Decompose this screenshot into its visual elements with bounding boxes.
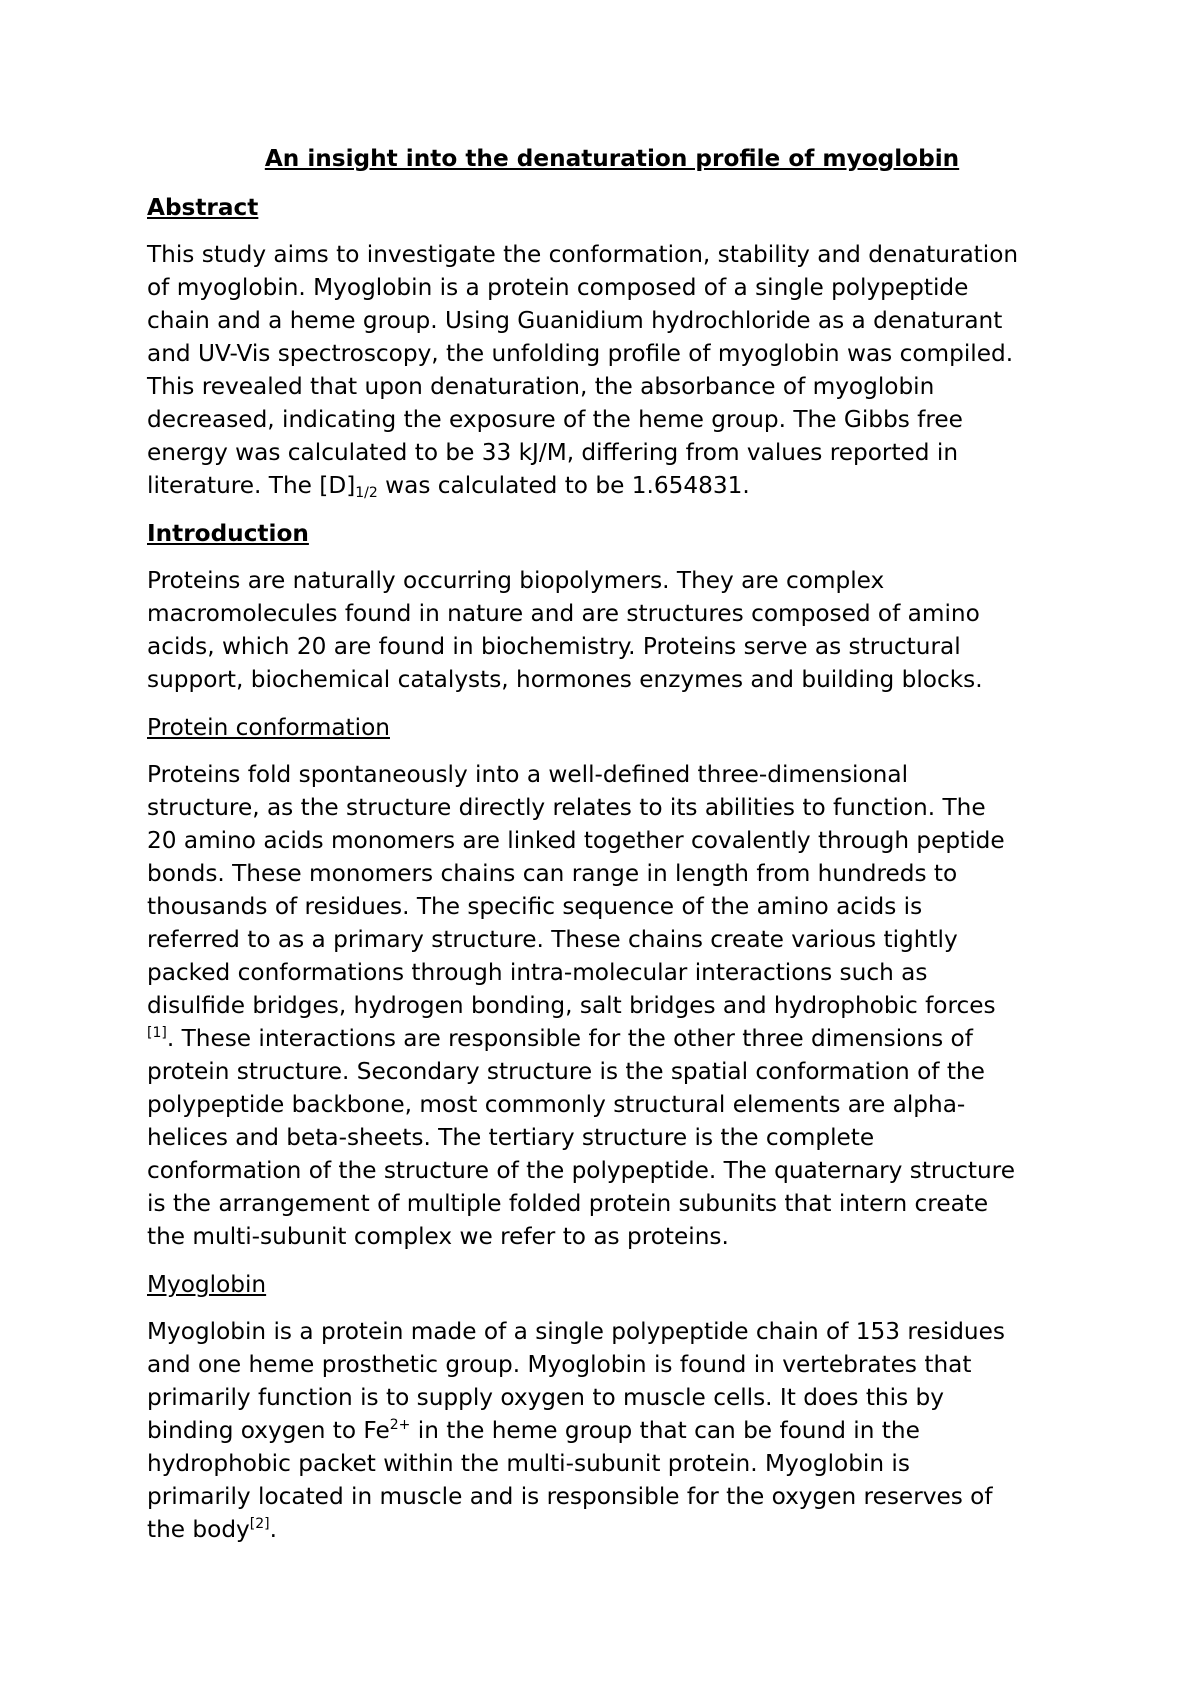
text-line: referred to as a primary structure. These chains create various tightly bbox=[147, 926, 958, 953]
text-line bbox=[147, 1414, 1077, 1447]
text-run: in the heme group that can be found in the bbox=[410, 1417, 920, 1444]
text-line: This revealed that upon denaturation, the absorbance of myoglobin bbox=[147, 373, 935, 400]
text-line bbox=[147, 1022, 1077, 1055]
protein-conformation-heading: Protein conformation bbox=[147, 714, 390, 741]
text-line: polypeptide backbone, most commonly structural elements are alpha- bbox=[147, 1091, 966, 1118]
text-line: disulfide bridges, hydrogen bonding, salt bridges and hydrophobic forces bbox=[147, 992, 996, 1019]
text-line: conformation of the structure of the polypeptide. The quaternary structure bbox=[147, 1157, 1015, 1184]
text-run: was calculated to be 1.654831. bbox=[377, 472, 750, 499]
text-line: of myoglobin. Myoglobin is a protein composed of a single polypeptide bbox=[147, 274, 969, 301]
text-line: bonds. These monomers chains can range in length from hundreds to bbox=[147, 860, 958, 887]
text-line: primarily located in muscle and is responsible for the oxygen reserves of bbox=[147, 1483, 993, 1510]
text-line: thousands of residues. The specific sequence of the amino acids is bbox=[147, 893, 923, 920]
document-page bbox=[147, 141, 1077, 1561]
introduction-heading: Introduction bbox=[147, 520, 309, 547]
myoglobin-heading: Myoglobin bbox=[147, 1271, 267, 1298]
text-line: This study aims to investigate the conformation, stability and denaturation bbox=[147, 241, 1019, 268]
protein-conformation-paragraph bbox=[147, 758, 1077, 1253]
text-line: helices and beta-sheets. The tertiary structure is the complete bbox=[147, 1124, 875, 1151]
superscript: 2+ bbox=[389, 1417, 411, 1433]
text-line: 20 amino acids monomers are linked together covalently through peptide bbox=[147, 827, 1005, 854]
text-line bbox=[147, 1513, 1077, 1546]
text-line: support, biochemical catalysts, hormones enzymes and building blocks. bbox=[147, 666, 983, 693]
abstract-heading: Abstract bbox=[147, 194, 259, 221]
citation-superscript: [2] bbox=[249, 1516, 270, 1532]
text-line: structure, as the structure directly relates to its abilities to function. The bbox=[147, 794, 986, 821]
text-line: Proteins are naturally occurring biopolymers. They are complex bbox=[147, 567, 885, 594]
text-line: Proteins fold spontaneously into a well-defined three-dimensional bbox=[147, 761, 909, 788]
introduction-paragraph bbox=[147, 564, 1077, 696]
text-run: . These interactions are responsible for the other three dimensions of bbox=[166, 1025, 973, 1052]
document-title: An insight into the denaturation profile of myoglobin bbox=[264, 145, 960, 172]
text-line: chain and a heme group. Using Guanidium hydrochloride as a denaturant bbox=[147, 307, 1003, 334]
abstract-paragraph bbox=[147, 238, 1077, 502]
text-line: and UV-Vis spectroscopy, the unfolding profile of myoglobin was compiled. bbox=[147, 340, 1014, 367]
text-line: primarily function is to supply oxygen to muscle cells. It does this by bbox=[147, 1384, 944, 1411]
text-line: acids, which 20 are found in biochemistry. Proteins serve as structural bbox=[147, 633, 961, 660]
text-run: binding oxygen to Fe bbox=[147, 1417, 390, 1444]
text-line: Myoglobin is a protein made of a single polypeptide chain of 153 residues bbox=[147, 1318, 1005, 1345]
citation-superscript: [1] bbox=[147, 1025, 167, 1041]
text-line: is the arrangement of multiple folded protein subunits that intern create bbox=[147, 1190, 989, 1217]
myoglobin-paragraph bbox=[147, 1315, 1077, 1546]
text-line: the multi-subunit complex we refer to as proteins. bbox=[147, 1223, 729, 1250]
text-line: energy was calculated to be 33 kJ/M, differing from values reported in bbox=[147, 439, 959, 466]
text-line bbox=[147, 469, 1077, 502]
text-line: hydrophobic packet within the multi-subunit protein. Myoglobin is bbox=[147, 1450, 910, 1477]
text-line: macromolecules found in nature and are structures composed of amino bbox=[147, 600, 980, 627]
text-run: the body bbox=[147, 1516, 250, 1543]
text-line: protein structure. Secondary structure is the spatial conformation of the bbox=[147, 1058, 985, 1085]
text-line: and one heme prosthetic group. Myoglobin is found in vertebrates that bbox=[147, 1351, 972, 1378]
text-line: packed conformations through intra-molecular interactions such as bbox=[147, 959, 928, 986]
text-line: decreased, indicating the exposure of the heme group. The Gibbs free bbox=[147, 406, 963, 433]
text-run: . bbox=[269, 1516, 277, 1543]
text-run: literature. The [D] bbox=[147, 472, 356, 499]
subscript: 1/2 bbox=[355, 485, 378, 501]
